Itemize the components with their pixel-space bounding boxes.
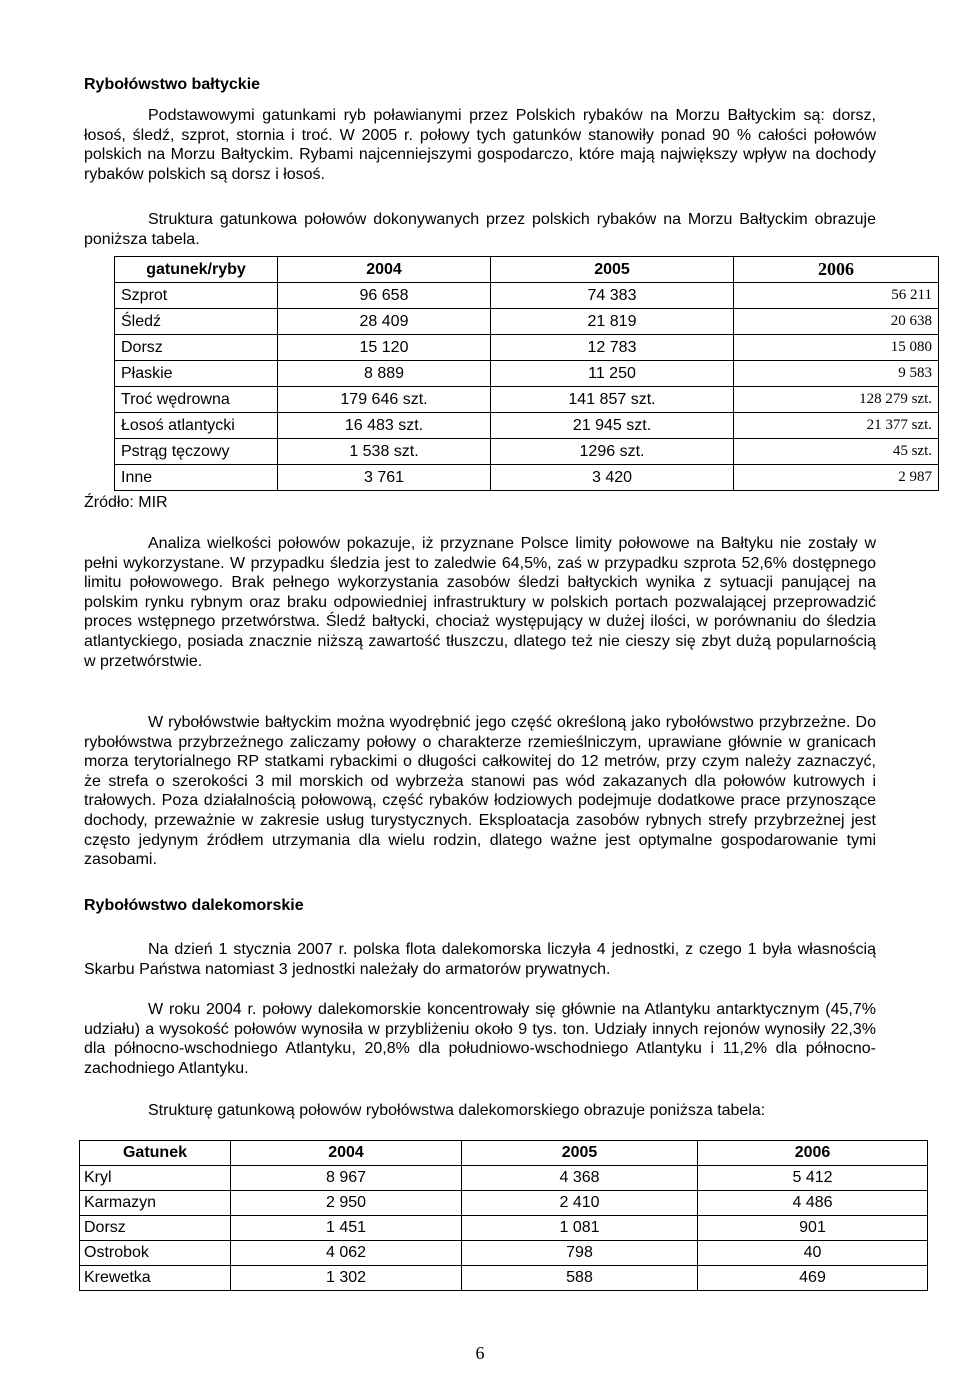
value-cell: 469 (698, 1266, 928, 1291)
species-cell: Krewetka (80, 1266, 231, 1291)
value-cell: 1 538 szt. (278, 439, 491, 465)
value-cell: 15 120 (278, 335, 491, 361)
table-row (80, 1191, 928, 1216)
table-row (115, 387, 939, 413)
value-cell: 12 783 (491, 335, 734, 361)
species-cell: Dorsz (80, 1216, 231, 1241)
table-row (115, 283, 939, 309)
paragraph-deep-sea-catches: W roku 2004 r. połowy dalekomorskie koncentrowały się głównie na Atlantyku antarktycznym (45,7% udziału) a wysokość połowów wynosiła w przybliżeniu około 9 tys. ton. Udziały innych rejonów wynosiły 22,3% dla północno-wschodniego Atlantyku, 20,8% dla południowo-wschodniego Atlantyku i 11,2% dla północno-zachodniego Atlantyku. (84, 1001, 876, 1077)
value-cell: 11 250 (491, 361, 734, 387)
value-cell: 3 761 (278, 465, 491, 491)
value-text: 20 638 (890, 313, 932, 329)
paragraph-catch-analysis: Analiza wielkości połowów pokazuje, iż przyznane Polsce limity połowowe na Bałtyku nie zostały w pełni wykorzystane. W przypadku śledzia jest to zaledwie 64,5%, zaś w przypadku szprota 52,6% dostępnego limitu połowowego. Brak pełnego wykorzystania zasobów śledzi bałtyckich wynika z sytuacji panującej na polskim rynku rybnym oraz braku odpowiedniej infrastruktury w polskich portach pozwalającej przeprowadzić proces wstępnego przetwórstwa. Śledź bałtycki, chociaż występujący w dużej ilości, w porównaniu do śledzia atlantyckiego, posiada znacznie niższą zawartość tłuszczu, dlatego też nie cieszy się zbyt dużą popularnością w przetwórstwie. (84, 535, 876, 670)
value-cell: 141 857 szt. (491, 387, 734, 413)
value-cell (734, 309, 939, 335)
species-cell: Łosoś atlantycki (115, 413, 278, 439)
value-cell: 798 (462, 1241, 698, 1266)
value-cell: 1296 szt. (491, 439, 734, 465)
table-row (115, 413, 939, 439)
table-row (80, 1241, 928, 1266)
value-text: 45 szt. (892, 443, 932, 459)
value-cell: 2 410 (462, 1191, 698, 1216)
value-cell: 21 945 szt. (491, 413, 734, 439)
paragraph-coastal-fishing: W rybołówstwie bałtyckim można wyodrębnić jego część określoną jako rybołówstwo przybrzeżne. Do rybołówstwa przybrzeżnego zaliczamy połowy o charakterze rzemieślniczym, uprawiane głównie w granicach morza terytorialnego RP statkami rybackimi o długości całkowitej do 12 metrów, przy czym należy zaznaczyć, że strefa o szerokości 3 mil morskich od wybrzeża stanowi pas wód zakazanych dla połowów kutrowych i trałowych. Poza działalnością połowową, część rybaków łodziowych podejmuje dodatkowe prace przynoszące dochody, przeważnie w zakresie usług turystycznych. Eksploatacja zasobów rybnych strefy przybrzeżnej jest często jedynym źródłem utrzymania dla wielu rodzin, dlatego ważne jest optymalne gospodarowanie tymi zasobami. (84, 714, 876, 869)
value-cell: 21 819 (491, 309, 734, 335)
value-cell: 4 368 (462, 1166, 698, 1191)
table-row (80, 1266, 928, 1291)
table-source-note: Źródło: MIR (84, 494, 168, 511)
value-cell: 8 967 (231, 1166, 462, 1191)
value-cell: 16 483 szt. (278, 413, 491, 439)
header-cell: 2005 (491, 257, 734, 283)
section-heading-deep-sea: Rybołówstwo dalekomorskie (84, 897, 304, 914)
value-text: 128 279 szt. (859, 391, 932, 407)
header-cell: 2004 (231, 1141, 462, 1166)
page-number: 6 (475, 1343, 485, 1363)
value-text: 2 987 (898, 469, 932, 485)
value-cell: 1 302 (231, 1266, 462, 1291)
value-cell: 2 950 (231, 1191, 462, 1216)
species-cell: Śledź (115, 309, 278, 335)
species-cell: Karmazyn (80, 1191, 231, 1216)
value-cell (734, 439, 939, 465)
table-row (115, 465, 939, 491)
paragraph-table-intro: Struktura gatunkowa połowów dokonywanych przez polskich rybaków na Morzu Bałtyckim obrazuje poniższa tabela. (84, 211, 876, 248)
header-cell: 2006 (698, 1141, 928, 1166)
value-cell: 5 412 (698, 1166, 928, 1191)
header-cell: gatunek/ryby (115, 257, 278, 283)
section-heading-baltic: Rybołówstwo bałtyckie (84, 76, 261, 93)
deep-sea-catch-table (79, 1140, 928, 1291)
value-cell: 4 486 (698, 1191, 928, 1216)
species-cell: Ostrobok (80, 1241, 231, 1266)
value-cell: 1 081 (462, 1216, 698, 1241)
table-header-row (80, 1141, 928, 1166)
value-cell: 96 658 (278, 283, 491, 309)
value-cell: 901 (698, 1216, 928, 1241)
species-cell: Inne (115, 465, 278, 491)
value-cell: 588 (462, 1266, 698, 1291)
header-cell: 2005 (462, 1141, 698, 1166)
species-cell: Troć wędrowna (115, 387, 278, 413)
value-cell: 1 451 (231, 1216, 462, 1241)
table-row (115, 335, 939, 361)
value-cell: 8 889 (278, 361, 491, 387)
paragraph-fleet: Na dzień 1 stycznia 2007 r. polska flota dalekomorska liczyła 4 jednostki, z czego 1 była własnością Skarbu Państwa natomiast 3 jednostki należały do armatorów prywatnych. (84, 941, 876, 978)
species-cell: Szprot (115, 283, 278, 309)
baltic-catch-table (114, 256, 939, 491)
value-cell (734, 387, 939, 413)
value-cell (734, 283, 939, 309)
table-row (115, 439, 939, 465)
paragraph-baltic-species: Podstawowymi gatunkami ryb poławianymi przez Polskich rybaków na Morzu Bałtyckim są: dorsz, łosoś, śledź, szprot, stornia i troć. W 2005 r. połowy tych gatunków stanowiły ponad 90 % całości połowów polskich na Morzu Bałtyckim. Rybami najcenniejszymi gospodarczo, które mają największy wpływ na dochody rybaków polskich są dorsz i łosoś. (84, 107, 876, 183)
value-text: 9 583 (898, 365, 932, 381)
species-cell: Dorsz (115, 335, 278, 361)
value-cell (734, 361, 939, 387)
table-header-row (115, 257, 939, 283)
table-row (115, 309, 939, 335)
value-cell: 28 409 (278, 309, 491, 335)
table-row (115, 361, 939, 387)
species-cell: Pstrąg tęczowy (115, 439, 278, 465)
value-cell: 179 646 szt. (278, 387, 491, 413)
species-cell: Kryl (80, 1166, 231, 1191)
header-cell: 2004 (278, 257, 491, 283)
value-cell: 4 062 (231, 1241, 462, 1266)
value-cell (734, 465, 939, 491)
table-row (80, 1166, 928, 1191)
value-text: 15 080 (890, 339, 932, 355)
header-cell: 2006 (734, 257, 939, 283)
species-cell: Płaskie (115, 361, 278, 387)
value-cell: 74 383 (491, 283, 734, 309)
value-cell: 40 (698, 1241, 928, 1266)
table-row (80, 1216, 928, 1241)
value-text: 21 377 szt. (866, 417, 932, 433)
value-cell (734, 413, 939, 439)
value-text: 56 211 (891, 287, 932, 303)
value-cell: 3 420 (491, 465, 734, 491)
header-cell: Gatunek (80, 1141, 231, 1166)
paragraph-table2-intro: Strukturę gatunkową połowów rybołówstwa dalekomorskiego obrazuje poniższa tabela: (148, 1102, 766, 1119)
value-cell (734, 335, 939, 361)
